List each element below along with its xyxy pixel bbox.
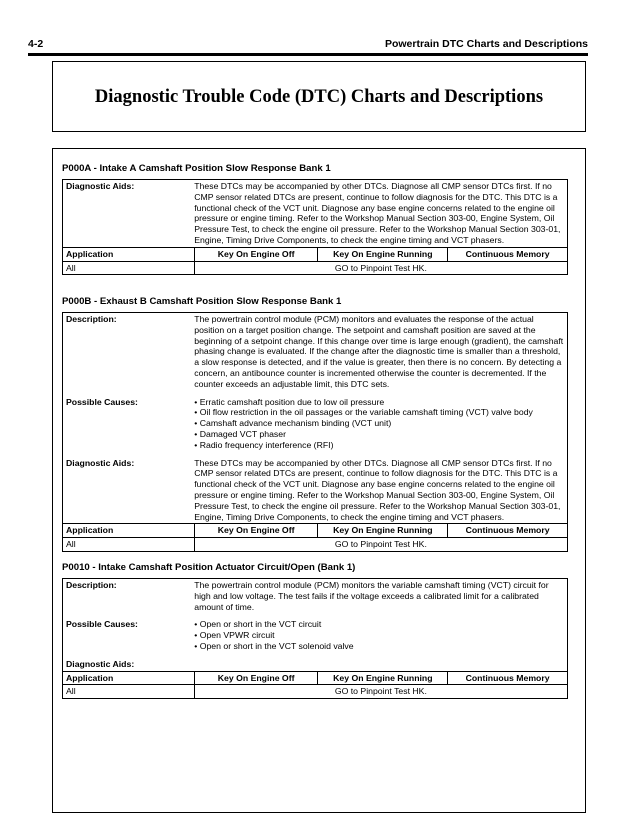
dtc-table-p0010 <box>62 578 568 699</box>
table-row <box>63 261 568 275</box>
header-rule <box>28 53 588 56</box>
list-item: • Open or short in the VCT solenoid valve <box>194 641 564 652</box>
table-header-row <box>63 524 568 538</box>
table-header-row <box>63 247 568 261</box>
description-label: Description: <box>63 313 195 396</box>
pinpoint-test-link[interactable]: GO to Pinpoint Test HK. <box>194 538 567 552</box>
description-text: The powertrain control module (PCM) monitors and evaluates the response of the actual position on a target position change. The setpoint and camshaft position are saved at the beginning of a setpoint change. If this change over time is large enough (gradient), the camshaft phasing change is evaluated. If the change after the diagnostic time is smaller than a threshold, a slow response is detected, and if the value is greater, then there is no concern. By detecting a concern, an antibounce counter is incremented otherwise the counter is decremented. If the counter exceeds an adjustable limit, this DTC sets. <box>194 313 567 396</box>
diagnostic-aids-label: Diagnostic Aids: <box>63 180 195 248</box>
dtc-table-p000a <box>62 179 568 275</box>
page-number: 4-2 <box>28 38 44 50</box>
col-koeo: Key On Engine Off <box>194 671 318 685</box>
diagnostic-aids-text: These DTCs may be accompanied by other DTCs. Diagnose all CMP sensor DTCs first. If no CMP sensor related DTCs are present, continue to follow diagnosis for the DTC. This DTC is a functional check of the VCT unit. Diagnose any base engine concerns related to the engine oil pressure or engine timing. Refer to the Workshop Manual Section 303-00, Engine System, Oil Pressure Test, to check the engine oil pressure. Refer to the Workshop Manual Section 303-01, Engine, Timing Drive Components, to check the engine timing and VCT phasers. <box>194 180 567 248</box>
dtc-title-p0010: P0010 - Intake Camshaft Position Actuator Circuit/Open (Bank 1) <box>62 562 356 573</box>
col-application: Application <box>63 524 195 538</box>
list-item: • Open VPWR circuit <box>194 630 564 641</box>
title-box <box>52 61 586 132</box>
col-cm: Continuous Memory <box>448 671 568 685</box>
col-cm: Continuous Memory <box>448 524 568 538</box>
dtc-title-p000b: P000B - Exhaust B Camshaft Position Slow Response Bank 1 <box>62 296 342 307</box>
possible-causes <box>194 396 567 457</box>
application-value: All <box>63 538 195 552</box>
list-item: • Erratic camshaft position due to low oil pressure <box>194 397 564 408</box>
col-application: Application <box>63 671 195 685</box>
table-row <box>63 538 568 552</box>
section-name: Powertrain DTC Charts and Descriptions <box>384 38 588 50</box>
page-header <box>28 38 588 52</box>
diagnostic-aids-text: These DTCs may be accompanied by other DTCs. Diagnose all CMP sensor DTCs first. If no CMP sensor related DTCs are present, continue to follow diagnosis for the DTC. This DTC is a functional check of the VCT unit. Diagnose any base engine concerns related to the engine oil pressure or engine timing. Refer to the Workshop Manual Section 303-00, Engine System, Oil Pressure Test, to check the engine oil pressure. Refer to the Workshop Manual Section 303-01, Engine, Timing Drive Components, to check the engine timing and VCT phasers. <box>194 457 567 524</box>
list-item: • Damaged VCT phaser <box>194 429 564 440</box>
diagnostic-aids-text <box>194 658 567 671</box>
description-text: The powertrain control module (PCM) monitors the variable camshaft timing (VCT) circuit for high and low voltage. The test fails if the voltage exceeds a calibrated limit for a calibrated amount of time. <box>194 579 567 619</box>
list-item: • Camshaft advance mechanism binding (VCT unit) <box>194 418 564 429</box>
description-label: Description: <box>63 579 195 619</box>
col-cm: Continuous Memory <box>448 247 568 261</box>
application-value: All <box>63 261 195 275</box>
page-title: Diagnostic Trouble Code (DTC) Charts and Descriptions <box>94 87 544 107</box>
list-item: • Radio frequency interference (RFI) <box>194 440 564 451</box>
list-item: • Oil flow restriction in the oil passages or the variable camshaft timing (VCT) valve body <box>194 407 564 418</box>
col-koeo: Key On Engine Off <box>194 247 318 261</box>
col-application: Application <box>63 247 195 261</box>
pinpoint-test-link[interactable]: GO to Pinpoint Test HK. <box>194 685 567 699</box>
dtc-table-p000b <box>62 312 568 552</box>
col-koeo: Key On Engine Off <box>194 524 318 538</box>
col-koer: Key On Engine Running <box>318 247 448 261</box>
dtc-title-p000a: P000A - Intake A Camshaft Position Slow Response Bank 1 <box>62 163 331 174</box>
diagnostic-aids-label: Diagnostic Aids: <box>63 658 195 671</box>
diagnostic-aids-label: Diagnostic Aids: <box>63 457 195 524</box>
possible-causes-label: Possible Causes: <box>63 396 195 457</box>
table-header-row <box>63 671 568 685</box>
possible-causes <box>194 618 567 657</box>
application-value: All <box>63 685 195 699</box>
possible-causes-label: Possible Causes: <box>63 618 195 657</box>
list-item: • Open or short in the VCT circuit <box>194 619 564 630</box>
col-koer: Key On Engine Running <box>318 671 448 685</box>
pinpoint-test-link[interactable]: GO to Pinpoint Test HK. <box>194 261 567 275</box>
col-koer: Key On Engine Running <box>318 524 448 538</box>
table-row <box>63 685 568 699</box>
